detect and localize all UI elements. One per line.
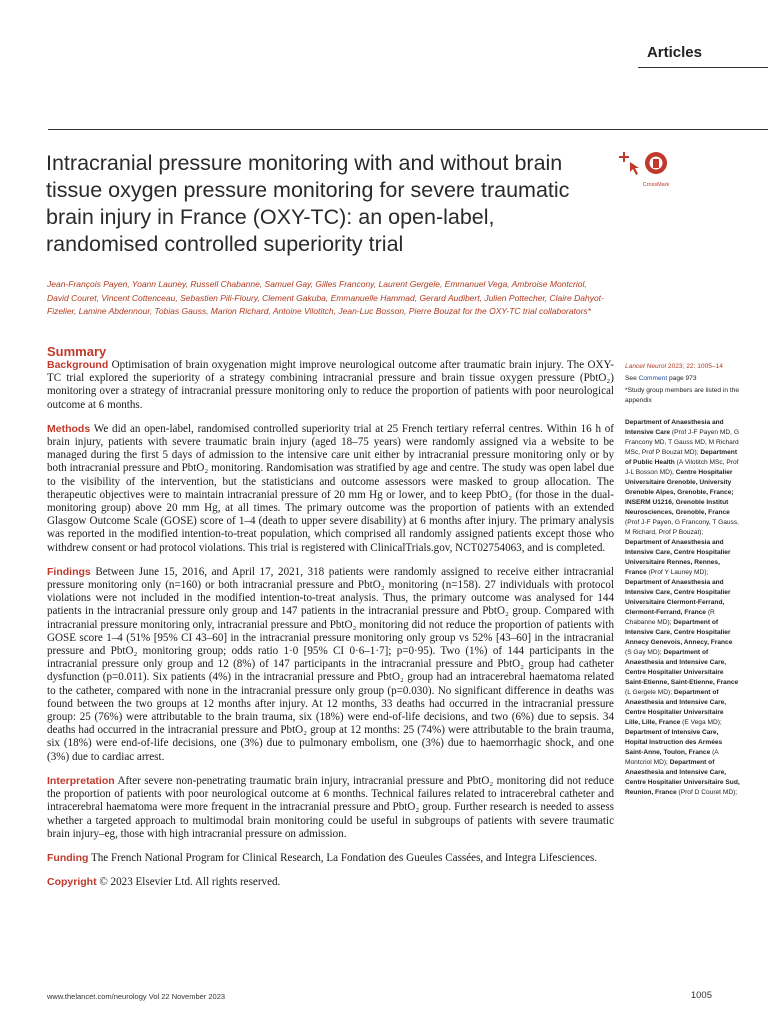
findings-heading: Findings bbox=[47, 565, 91, 578]
study-group-footnote: *Study group members are listed in the appendix bbox=[625, 387, 739, 404]
copyright-heading: Copyright bbox=[47, 876, 97, 889]
affiliation-normal: (S Gay MD); bbox=[625, 649, 664, 656]
affiliation-bold: Department of Anaesthesia and Intensive Care, Centre Hospitalier Universitaire Lille, Lille, France bbox=[625, 689, 727, 726]
interpretation-heading: Interpretation bbox=[47, 774, 115, 787]
interpretation-paragraph bbox=[47, 775, 614, 841]
author-list: Jean-François Payen, Yoann Launey, Russell Chabanne, Samuel Gay, Gilles Francony, Laurent Gergele, Emmanuel Vega, Ambroise Montcriol, David Couret, Vincent Cottenceau, Sebastien Pili-Floury, Clement Gakuba, Emmanuelle Hammad, Gerard Audibert, Julien Pottecher, Claire Dahyot-Fizelier, Lamine Abdennour, Tobias Gauss, Marion Richard, Antoine Vilotitch, Jean-Luc Bosson, Pierre Bouzat for the OXY-TC trial collaborators* bbox=[47, 279, 604, 316]
affiliation-bold: Department of Intensive Care, Hopital Instruction des Armées Saint-Anne, Toulon, France bbox=[625, 729, 723, 756]
footer-date: November 2023 bbox=[171, 992, 226, 1001]
affiliation-normal: (R Chabanne MD); bbox=[625, 609, 715, 626]
findings-text: Between June 15, 2016, and April 17, 2021, 318 patients were randomly assigned to receive either intracranial pressure monitoring only (n=160) or both intracranial pressure and PbtO₂ monitoring (n=158). 27 individuals with protocol violations were not included in the modified intention-to-treat analysis. Thus, the primary outcome was analysed for 144 patients in the intracranial pressure only group and 147 patients in the intracranial pressure and PbtO₂ group. Compared with intracranial pressure monitoring only, intracranial pressure and PbtO₂ monitoring did not reduce the proportion of patients with GOSE score 1–4 (51% [95% CI 43–60] in the intracranial pressure monitoring only group vs 52% [43–60] in the intracranial pressure and PbtO₂ monitoring group; odds ratio 1·0 [95% CI 0·6–1·7]; p=0·95). Two (1%) of 144 participants in the intracranial pressure only group and 12 (8%) of 147 participants in the intracranial pressure and PbtO₂ group had catheter dysfunction (p=0.011). Six patients (4%) in the intracranial pressure and PbtO₂ group had an intracerebral haematoma related to the catheter, compared with none in the intracranial pressure only group (p=0.030). No significant difference in deaths was found between the two groups at 12 months after injury. At 12 months, 33 deaths had occurred in the intracranial pressure group: 25 (76%) were attributable to the brain trauma, six (18%) were end-of-life decisions, and two (6%) due to sepsis. 34 deaths had occurred in the intracranial pressure and PbtO₂ group at 12 months: 25 (74%) were attributable to the brain trauma, six (18%) were end-of-life decisions, one (3%) due to pulmonary embolism, one (3%) due to haemorrhagic shock, and one (3%) due to cardiac arrest. bbox=[47, 565, 614, 763]
summary-heading: Summary bbox=[47, 344, 107, 359]
copyright-paragraph bbox=[47, 876, 614, 889]
affiliation-list bbox=[625, 418, 740, 798]
methods-heading: Methods bbox=[47, 422, 91, 435]
funding-heading: Funding bbox=[47, 851, 89, 864]
findings-paragraph bbox=[47, 566, 614, 764]
affiliation-bold: Department of Anaesthesia and Intensive Care, Centre Hospitalier Universitaire Clermont-Ferrand, Clermont-Ferrand, France bbox=[625, 579, 731, 616]
affiliation bbox=[625, 469, 739, 536]
comment-prefix: See bbox=[625, 375, 637, 382]
affiliation-bold: Department of Anaesthesia and Intensive Care, Centre Hospitalier Universitaire Saint-Etienne, Saint-Etienne, France bbox=[625, 649, 739, 686]
section-label: Articles bbox=[646, 44, 702, 61]
page-number: 1005 bbox=[690, 990, 712, 1001]
affiliation-bold: Department of Anaesthesia and Intensive Care, Centre Hospitalier Universitaire Rennes, Rennes, France bbox=[625, 539, 731, 576]
citation bbox=[625, 362, 740, 372]
affiliation-normal: (Prof J-F Payen, G Francony, T Gauss, M Richard, Prof P Bouzat); bbox=[625, 519, 739, 536]
affiliation-normal: (A Montcriol MD); bbox=[625, 749, 719, 766]
affiliation-bold: Department of Intensive Care, Centre Hospitalier Annecy Genevois, Annecy, France bbox=[625, 619, 733, 646]
comment-link[interactable]: Comment bbox=[638, 375, 668, 382]
abstract bbox=[47, 359, 614, 900]
affiliation-normal: (E Vega MD); bbox=[680, 719, 722, 726]
methods-paragraph bbox=[47, 423, 614, 555]
background-paragraph bbox=[47, 359, 614, 412]
affiliation-normal: (A Vilotitch MSc, Prof J-L Bosson MD), bbox=[625, 459, 739, 476]
crossmark-label: CrossMark bbox=[642, 182, 670, 188]
footer-url[interactable]: www.thelancet.com/neurology bbox=[47, 992, 147, 1001]
comment-reference bbox=[625, 374, 740, 384]
copyright-text: © 2023 Elsevier Ltd. All rights reserved. bbox=[99, 876, 281, 889]
affiliation-normal: (L Gergele MD); bbox=[625, 689, 674, 696]
methods-text: We did an open-label, randomised controlled superiority trial at 25 French tertiary referral centres. Within 16 h of brain injury, patients with severe traumatic brain injury (aged 18–75 years) were randomly assigned via a website to be managed during the first 5 days of admission to the intensive care unit either by intracranial pressure monitoring only or by both intracranial pressure and PbtO₂ monitoring. Randomisation was stratified by age and centre. The study was open label due to the visibility of the intervention, but the statisticians and outcome assessors were masked to group allocation. The therapeutic objectives were to maintain intracranial pressure of 20 mm Hg or lower, and to keep PbtO₂ (for those in the dual-monitoring group) above 20 mm Hg, at all times. The primary outcome was the proportion of patients with an extended Glasgow Outcome Scale (GOSE) score of 1–4 (death to upper severe disability) at 6 months after injury. The primary analysis was reported in the modified intention-to-treat population, which comprised all randomly assigned patients except those who withdrew consent or had protocol violations. This trial is registered with ClinicalTrials.gov, NCT02754063, and is completed. bbox=[47, 422, 615, 554]
citation-journal: Lancet Neurol bbox=[625, 363, 667, 370]
affiliation-bold: Department of Anaesthesia and Intensive Care bbox=[625, 419, 724, 436]
affiliation-normal: (Prof J-F Payen MD, G Francony MD, T Gauss MD, M Richard MSc, Prof P Bouzat MD); bbox=[625, 429, 739, 456]
affiliation-bold: Department of Public Health bbox=[625, 449, 738, 466]
affiliation-bold: Centre Hospitalier Universitaire Grenoble, University Grenoble Alpes, Grenoble, France; INSERM U1216, Grenoble Institut Neurosciences, Grenoble, France bbox=[625, 469, 734, 516]
funding-paragraph bbox=[47, 852, 614, 865]
affiliation-normal: (Prof Y Launey MD); bbox=[646, 569, 709, 576]
footer-citation bbox=[47, 992, 225, 1001]
footer-volume: Vol 22 bbox=[148, 992, 170, 1001]
sidebar bbox=[625, 362, 740, 798]
article-title: Intracranial pressure monitoring with and without brain tissue oxygen pressure monitoring for severe traumatic brain injury in France (OXY-TC): an open-label, randomised controlled superiority trial bbox=[46, 151, 570, 256]
comment-suffix: page 973 bbox=[669, 375, 697, 382]
interpretation-text: After severe non-penetrating traumatic brain injury, intracranial pressure and PbtO₂ monitoring did not reduce the proportion of patients with poor neurological outcome at 6 months. Technical failures related to intracerebral catheter and intracerebral haematoma were more frequent in the intracranial pressure and PbtO₂ group. Further research is needed to assess whether a targeted approach to multimodal brain monitoring could be useful in subgroups of patients with severe traumatic brain injury–eg, those with high intracranial pressure on admission. bbox=[47, 774, 614, 840]
affiliation-bold: Department of Anaesthesia and Intensive Care, Centre Hospitalier Universitaire Sud, Reunion, France bbox=[625, 759, 740, 796]
header-rule bbox=[638, 67, 768, 68]
background-heading: Background bbox=[47, 359, 109, 371]
affiliation-normal: (Prof D Couret MD); bbox=[676, 789, 738, 796]
crossmark-icon[interactable] bbox=[618, 148, 670, 192]
funding-text: The French National Program for Clinical Research, La Fondation des Gueules Cassées, and Integra Lifesciences. bbox=[90, 851, 598, 864]
affiliation bbox=[625, 539, 731, 576]
title-rule bbox=[48, 129, 768, 130]
crossmark-cursor-icon bbox=[619, 152, 639, 175]
background-text: Optimisation of brain oxygenation might improve neurological outcome after traumatic brain injury. The OXY-TC trial explored the superiority of a strategy combining intracranial pressure and brain tissue oxygen pressure (PbtO₂) monitoring over a strategy of intracranial pressure monitoring only to reduce the proportion of patients with poor neurological outcome at 6 months. bbox=[47, 359, 615, 411]
citation-numbers: 2023; 22: 1005–14 bbox=[667, 363, 723, 370]
